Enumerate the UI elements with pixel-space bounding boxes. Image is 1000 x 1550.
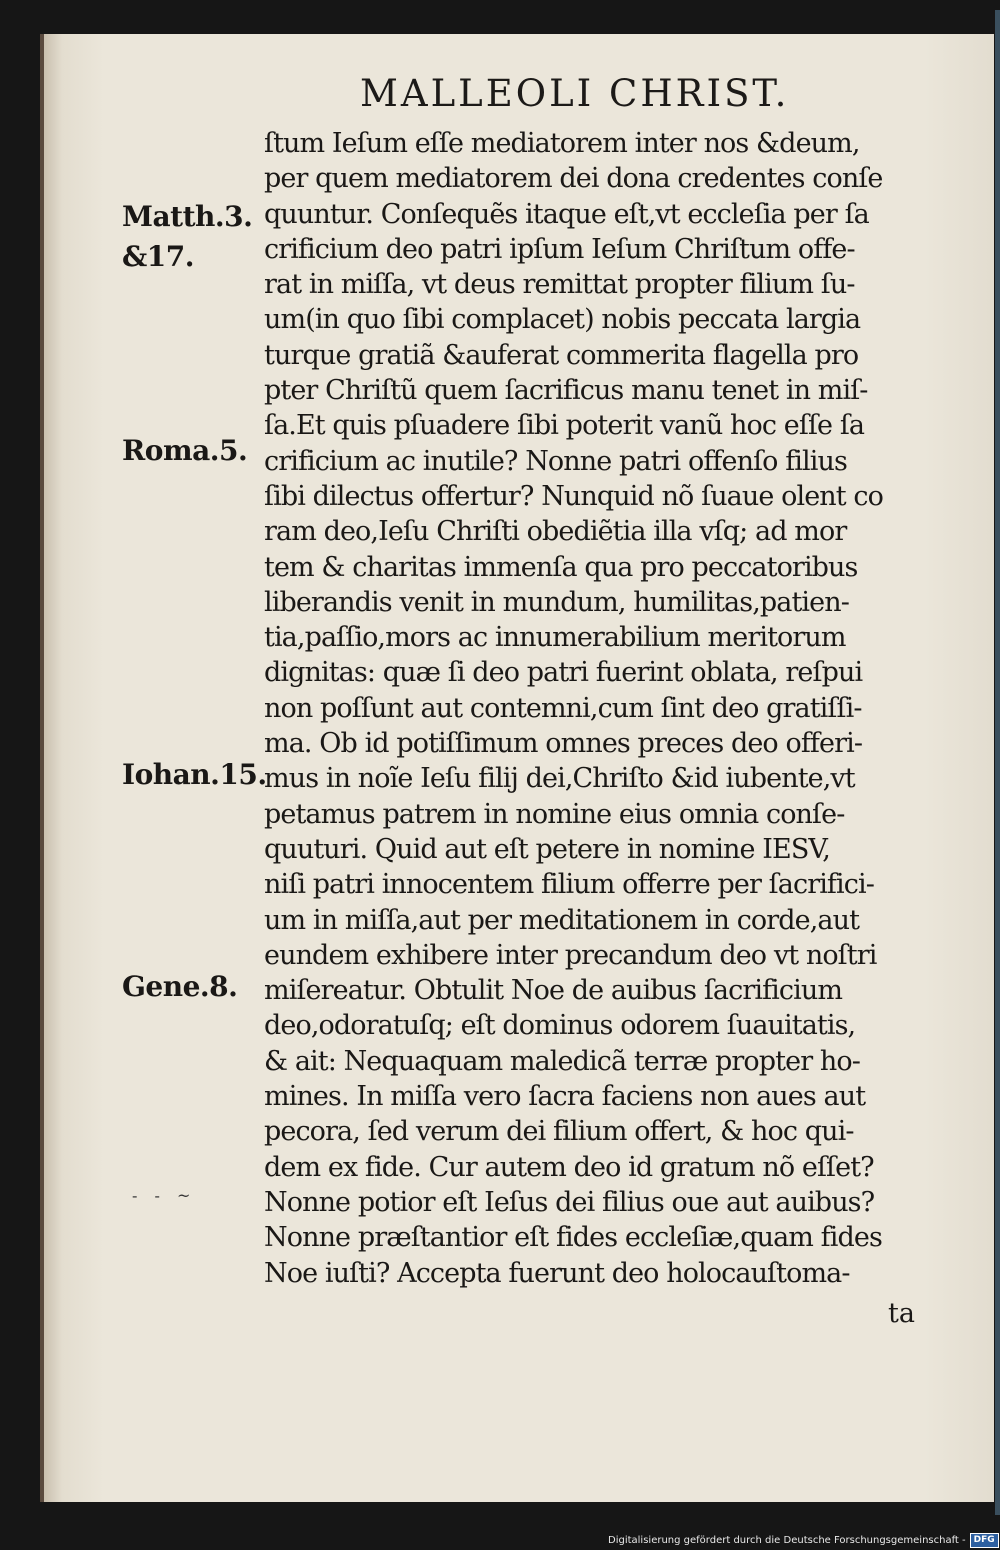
text-line: ma. Ob id potiſſimum omnes preces deo offeri- bbox=[264, 728, 863, 760]
text-line: ſtum Ieſum eſſe mediatorem inter nos &deum, bbox=[264, 128, 860, 159]
text-line: tia,paſſio,mors ac innumerabilium meritorum bbox=[264, 622, 846, 654]
page-edge bbox=[995, 10, 1000, 1515]
margin-note-et17: &17. bbox=[122, 240, 194, 273]
text-line: niſi patri innocentem filium offerre per ſacrifici- bbox=[264, 869, 874, 901]
text-line: Noe iuſti? Accepta fuerunt deo holocauſtoma- bbox=[264, 1257, 850, 1289]
text-line: quuturi. Quid aut eſt petere in nomine IESV, bbox=[264, 833, 830, 865]
text-line: Nonne præſtantior eſt fides eccleſiæ,quam fides bbox=[264, 1222, 882, 1254]
text-line: tem & charitas immenſa qua pro peccatoribus bbox=[264, 551, 858, 583]
running-header: MALLEOLI CHRIST. bbox=[360, 72, 790, 115]
text-line: petamus patrem in nomine eius omnia conſe- bbox=[264, 798, 845, 830]
body-text bbox=[264, 126, 924, 1291]
text-line: pter Chriſtũ quem ſacrificus manu tenet in miſ- bbox=[264, 375, 868, 407]
text-line: non poſſunt aut contemni,cum ſint deo gratiſſi- bbox=[264, 692, 862, 724]
text-line: turque gratiã &auferat commerita flagella pro bbox=[264, 339, 859, 371]
text-line: um(in quo ſibi complacet) nobis peccata largia bbox=[264, 304, 861, 336]
margin-note-gene: Gene.8. bbox=[122, 970, 238, 1003]
catchword: ta bbox=[888, 1298, 915, 1329]
digitization-footer bbox=[608, 1532, 999, 1548]
margin-note-matth: Matth.3. bbox=[122, 200, 253, 233]
stray-mark: - - ~ bbox=[132, 1186, 197, 1205]
text-line: ram deo,Ieſu Chriſti obediẽtia illa vſq; ad mor bbox=[264, 516, 847, 548]
text-line: rat in miſſa, vt deus remittat propter filium ſu- bbox=[264, 269, 855, 301]
text-line: quuntur. Conſequẽs itaque eſt,vt eccleſia per ſa bbox=[264, 198, 869, 230]
text-line: miſereatur. Obtulit Noe de auibus ſacrificium bbox=[264, 975, 843, 1007]
footer-credit: Digitalisierung gefördert durch die Deutsche Forschungsgemeinschaft - bbox=[608, 1534, 966, 1546]
text-line: crificium ac inutile? Nonne patri offenſo filius bbox=[264, 445, 847, 477]
text-line: dignitas: quæ ſi deo patri fuerint oblata, reſpui bbox=[264, 657, 863, 689]
text-line: ſibi dilectus offertur? Nunquid nõ ſuaue olent co bbox=[264, 480, 883, 512]
dfg-logo-icon: DFG bbox=[970, 1533, 999, 1548]
text-line: dem ex fide. Cur autem deo id gratum nõ eſſet? bbox=[264, 1151, 874, 1183]
text-line: & ait: Nequaquam maledicã terræ propter ho- bbox=[264, 1045, 860, 1077]
text-line: liberandis venit in mundum, humilitas,patien- bbox=[264, 586, 849, 618]
margin-note-roma: Roma.5. bbox=[122, 434, 248, 467]
text-line: per quem mediatorem dei dona credentes conſe bbox=[264, 163, 883, 195]
text-line: mus in noĩe Ieſu filij dei,Chriſto &id iubente,vt bbox=[264, 763, 855, 795]
text-line: eundem exhibere inter precandum deo vt noſtri bbox=[264, 939, 877, 971]
text-line: pecora, ſed verum dei filium offert, & hoc qui- bbox=[264, 1116, 854, 1148]
text-line: crificium deo patri ipſum Ieſum Chriſtum offe- bbox=[264, 233, 855, 265]
text-line: mines. In miſſa vero ſacra faciens non aues aut bbox=[264, 1081, 866, 1113]
margin-note-iohan: Iohan.15. bbox=[122, 758, 267, 791]
text-line: ſa.Et quis pſuadere ſibi poterit vanũ hoc eſſe ſa bbox=[264, 410, 865, 442]
text-line: Nonne potior eſt Ieſus dei filius oue aut auibus? bbox=[264, 1186, 875, 1218]
text-line: deo,odoratuſq; eſt dominus odorem ſuauitatis, bbox=[264, 1010, 856, 1042]
text-line: um in miſſa,aut per meditationem in corde,aut bbox=[264, 904, 860, 936]
